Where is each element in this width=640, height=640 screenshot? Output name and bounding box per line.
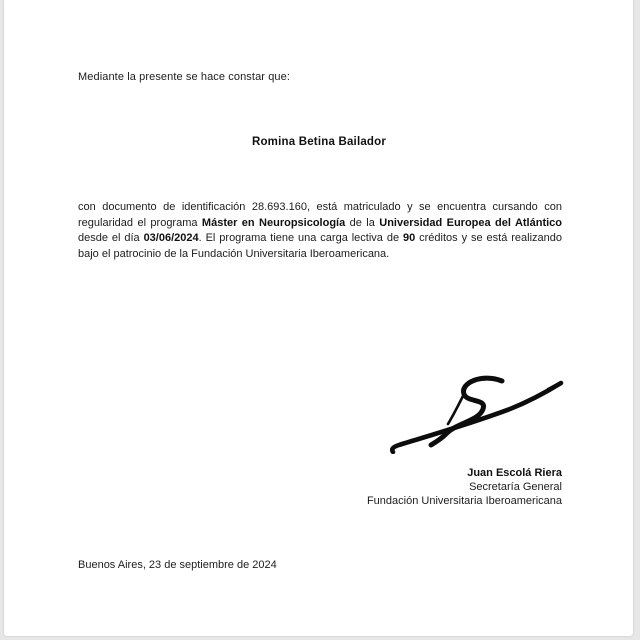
certificate-body: con documento de identificación 28.693.160, está matriculado y se encuentra cursando con regularidad el programa Máster en Neuropsicología de la Universidad Europea del Atlántico desde el día 03/06/2024. El programa tiene una carga lectiva de 90 créditos y se está realizando bajo el patrocinio de la Fundación Universitaria Iberoamericana. bbox=[78, 201, 562, 260]
student-name: Romina Betina Bailador bbox=[251, 136, 387, 148]
signatory-title: Secretaría General bbox=[469, 481, 562, 493]
signatory-organization: Fundación Universitaria Iberoamericana bbox=[366, 495, 562, 507]
handwritten-signature-image bbox=[390, 374, 566, 454]
signature-block bbox=[78, 466, 562, 508]
certificate-page bbox=[4, 0, 633, 636]
date-line: Buenos Aires, 23 de septiembre de 2024 bbox=[78, 559, 277, 571]
signatory-name: Juan Escolá Riera bbox=[467, 467, 562, 479]
intro-text: Mediante la presente se hace constar que: bbox=[78, 71, 291, 83]
